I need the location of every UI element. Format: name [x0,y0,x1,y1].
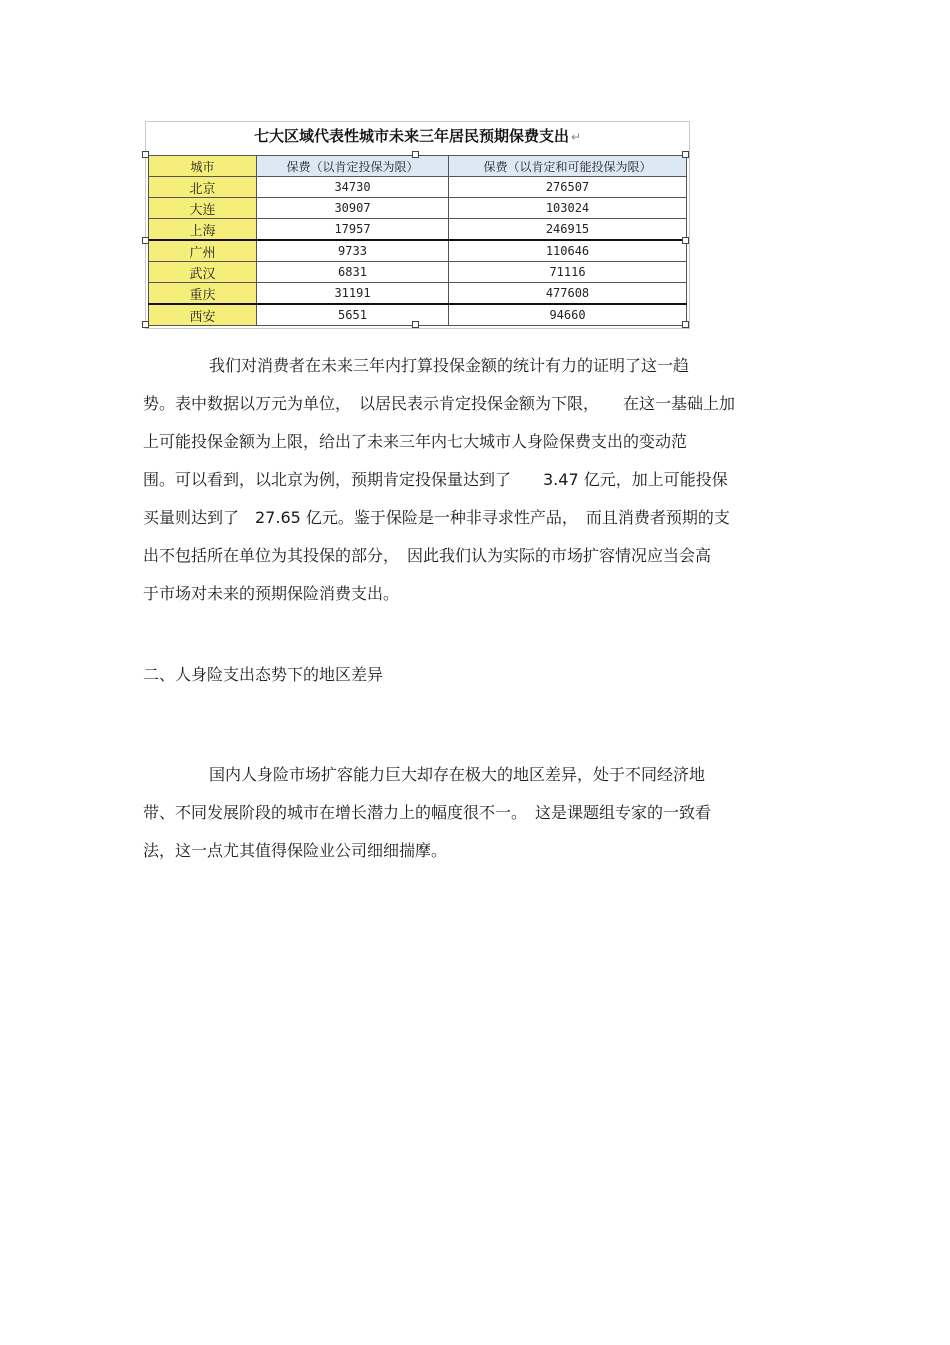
cell-city: 重庆 [149,283,257,305]
cell-definite: 31191 [257,283,449,305]
cell-possible: 110646 [449,240,687,262]
cell-definite: 17957 [257,219,449,241]
resize-handle[interactable] [412,151,419,158]
header-possible: 保费（以肯定和可能投保为限） [449,156,687,177]
resize-handle[interactable] [142,151,149,158]
resize-handle[interactable] [142,237,149,244]
table-row [149,262,687,283]
resize-handle[interactable] [682,321,689,328]
paragraph-line: 法，这一点尤其值得保险业公司细细揣摩。 [143,841,448,860]
cell-definite: 30907 [257,198,449,219]
paragraph-line: 买量则达到了 27.65 亿元。鉴于保险是一种非寻求性产品， 而且消费者预期的支 [143,508,730,527]
premium-table-figure [145,121,690,329]
cell-definite: 9733 [257,240,449,262]
resize-handle[interactable] [682,237,689,244]
cell-possible: 103024 [449,198,687,219]
premium-table [148,155,687,326]
paragraph-line: 带、不同发展阶段的城市在增长潜力上的幅度很不一。 这是课题组专家的一致看 [143,803,712,822]
cell-possible: 276507 [449,177,687,198]
cell-possible: 246915 [449,219,687,241]
paragraph-line: 我们对消费者在未来三年内打算投保金额的统计有力的证明了这一趋 [209,356,690,375]
cell-city: 北京 [149,177,257,198]
cell-definite: 5651 [257,304,449,326]
resize-handle[interactable] [142,321,149,328]
paragraph-line: 于市场对未来的预期保险消费支出。 [143,584,400,603]
cell-definite: 34730 [257,177,449,198]
header-definite: 保费（以肯定投保为限） [257,156,449,177]
header-city: 城市 [149,156,257,177]
table-row [149,219,687,241]
cell-possible: 94660 [449,304,687,326]
cell-city: 上海 [149,219,257,241]
table-row [149,198,687,219]
cell-city: 大连 [149,198,257,219]
paragraph-regional-differences [143,756,803,870]
resize-handle[interactable] [682,151,689,158]
paragraph-line: 围。可以看到，以北京为例，预期肯定投保量达到了 3.47 亿元，加上可能投保 [143,470,728,489]
cell-city: 武汉 [149,262,257,283]
cell-definite: 6831 [257,262,449,283]
table-title [146,122,689,152]
paragraph-line: 势。表中数据以万元为单位， 以居民表示肯定投保金额为下限， 在这一基础上加 [143,394,736,413]
table-header-row [149,156,687,177]
table-title-text: 七大区域代表性城市未来三年居民预期保费支出 [253,127,569,145]
cell-possible: 477608 [449,283,687,305]
cell-possible: 71116 [449,262,687,283]
paragraph-market-expansion [143,347,803,613]
table-row [149,177,687,198]
paragraph-line: 国内人身险市场扩容能力巨大却存在极大的地区差异，处于不同经济地 [209,765,706,784]
resize-handle[interactable] [412,321,419,328]
paragraph-line: 上可能投保金额为上限，给出了未来三年内七大城市人身险保费支出的变动范 [143,432,688,451]
cell-city: 西安 [149,304,257,326]
paragraph-line: 出不包括所在单位为其投保的部分， 因此我们认为实际的市场扩容情况应当会高 [143,546,712,565]
table-row [149,283,687,305]
table-row [149,240,687,262]
pilcrow-icon: ↵ [570,130,582,144]
cell-city: 广州 [149,240,257,262]
section-heading: 二、人身险支出态势下的地区差异 [143,665,384,684]
